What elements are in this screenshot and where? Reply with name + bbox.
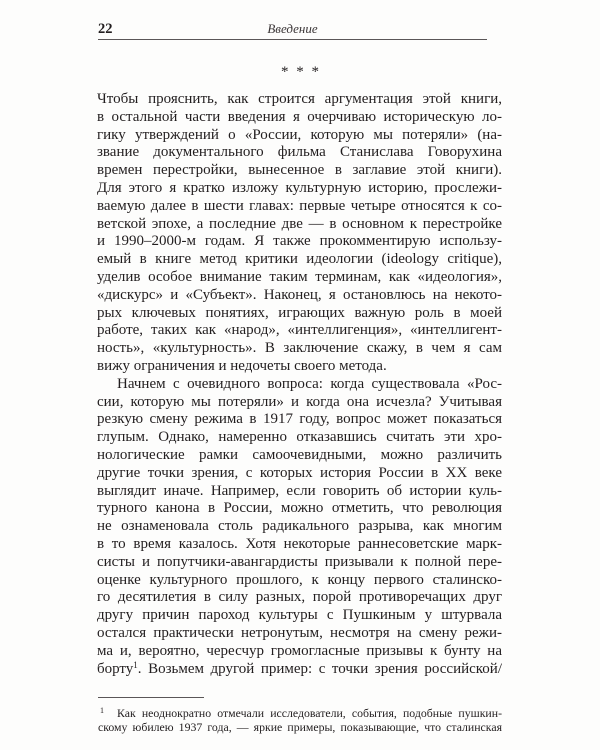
text-line: работе, таких как «народ», «интеллигенция», «интеллигент-	[97, 322, 502, 339]
text-line: другу причин пароход культуры с Пушкиным у штурвала	[97, 607, 502, 624]
text-line: Начнем с очевидного вопроса: когда существовала «Рос-	[117, 375, 502, 392]
text-fragment: борту	[97, 660, 134, 677]
page-number: 22	[98, 21, 113, 37]
text-line: не ознаменовала столь радикального разрыва, как многим	[97, 518, 502, 535]
text-line: глупым. Однако, намеренно отказавшись считать эти хро-	[97, 429, 502, 446]
text-line: гику утверждений о «России, которую мы потеряли» (на-	[97, 126, 502, 143]
footnote-line: скому юбилею 1937 года, — яркие примеры, показывающие, что сталинская	[98, 720, 502, 734]
text-line: времен перестройки, вынесенное в заглавие этой книги).	[97, 162, 502, 179]
text-line: турного канона в России, можно отметить, что революция	[97, 500, 502, 517]
text-line: ма и, вероятно, чересчур громогласные призывы к бунту на	[97, 642, 502, 659]
paragraph	[97, 376, 502, 679]
running-head: Введение	[267, 21, 318, 36]
footnote	[98, 703, 502, 735]
text-line: звание документального фильма Станислава Говорухина	[97, 144, 502, 161]
section-break: * * *	[281, 64, 319, 80]
footnote-rule	[98, 697, 204, 698]
text-line: емый в книге метод критики идеологии (ideology critique),	[97, 251, 502, 268]
footnote-line	[98, 703, 502, 719]
text-line: рых ключевых понятиях, играющих важную роль в моей	[97, 304, 502, 321]
main-text	[97, 91, 502, 678]
paragraph	[97, 91, 502, 376]
text-line: уделив особое внимание таким терминам, как «идеология»,	[97, 268, 502, 285]
text-line: Для этого я кратко изложу культурную историю, прослежи-	[97, 179, 502, 196]
text-line: резкую смену режима в 1917 году, вопрос может показаться	[97, 411, 502, 428]
footnote-marker: 1	[100, 706, 104, 715]
text-line	[97, 661, 502, 679]
text-line: ваемую далее в шести главах: первые четыре относятся к со-	[97, 197, 502, 214]
text-line: ветской эпохе, а последние две — в основном к перестройке	[97, 215, 502, 232]
text-line: в то время казалось. Хотя некоторые раннесоветские марк-	[97, 535, 502, 552]
text-line: нологические рамки самоочевидными, можно различить	[97, 446, 502, 463]
text-line: в остальной части введения я очерчиваю историческую ло-	[97, 108, 502, 125]
text-line: Чтобы прояснить, как строится аргументация этой книги,	[97, 91, 502, 107]
footnote-text: Как неоднократно отмечали исследователи, события, подобные пушкин-	[117, 706, 502, 720]
text-line: го десятилетия в силу разных, порой противоречащих друг	[97, 589, 502, 606]
text-line: и 1990–2000-м годам. Я также прокомментирую использу-	[97, 233, 502, 250]
text-line: «дискурс» и «Субъект». Наконец, я остановлюсь на некото-	[97, 286, 502, 303]
running-header	[98, 20, 487, 40]
text-line: систы и попутчики-авангардисты призывали к полной пере-	[97, 553, 502, 570]
text-line: вижу ограничения и недочеты своего метода.	[97, 357, 387, 374]
text-fragment: . Возьмем другой пример: с точки зрения российской/	[137, 660, 502, 677]
text-line: другие точки зрения, с которых история России в XX веке	[97, 464, 502, 481]
text-line: сии, которую мы потеряли» и когда она исчезла? Учитывая	[97, 393, 502, 410]
text-line: выглядит иначе. Например, если говорить об истории куль-	[97, 482, 502, 499]
text-line: ность», «культурность». В заключение скажу, в чем я сам	[97, 340, 502, 357]
text-line: оценке культурного прошлого, к концу первого сталинско-	[97, 571, 502, 588]
text-line: остался практически нетронутым, несмотря на смену режи-	[97, 624, 502, 641]
footnote-reference: 1	[133, 659, 138, 670]
